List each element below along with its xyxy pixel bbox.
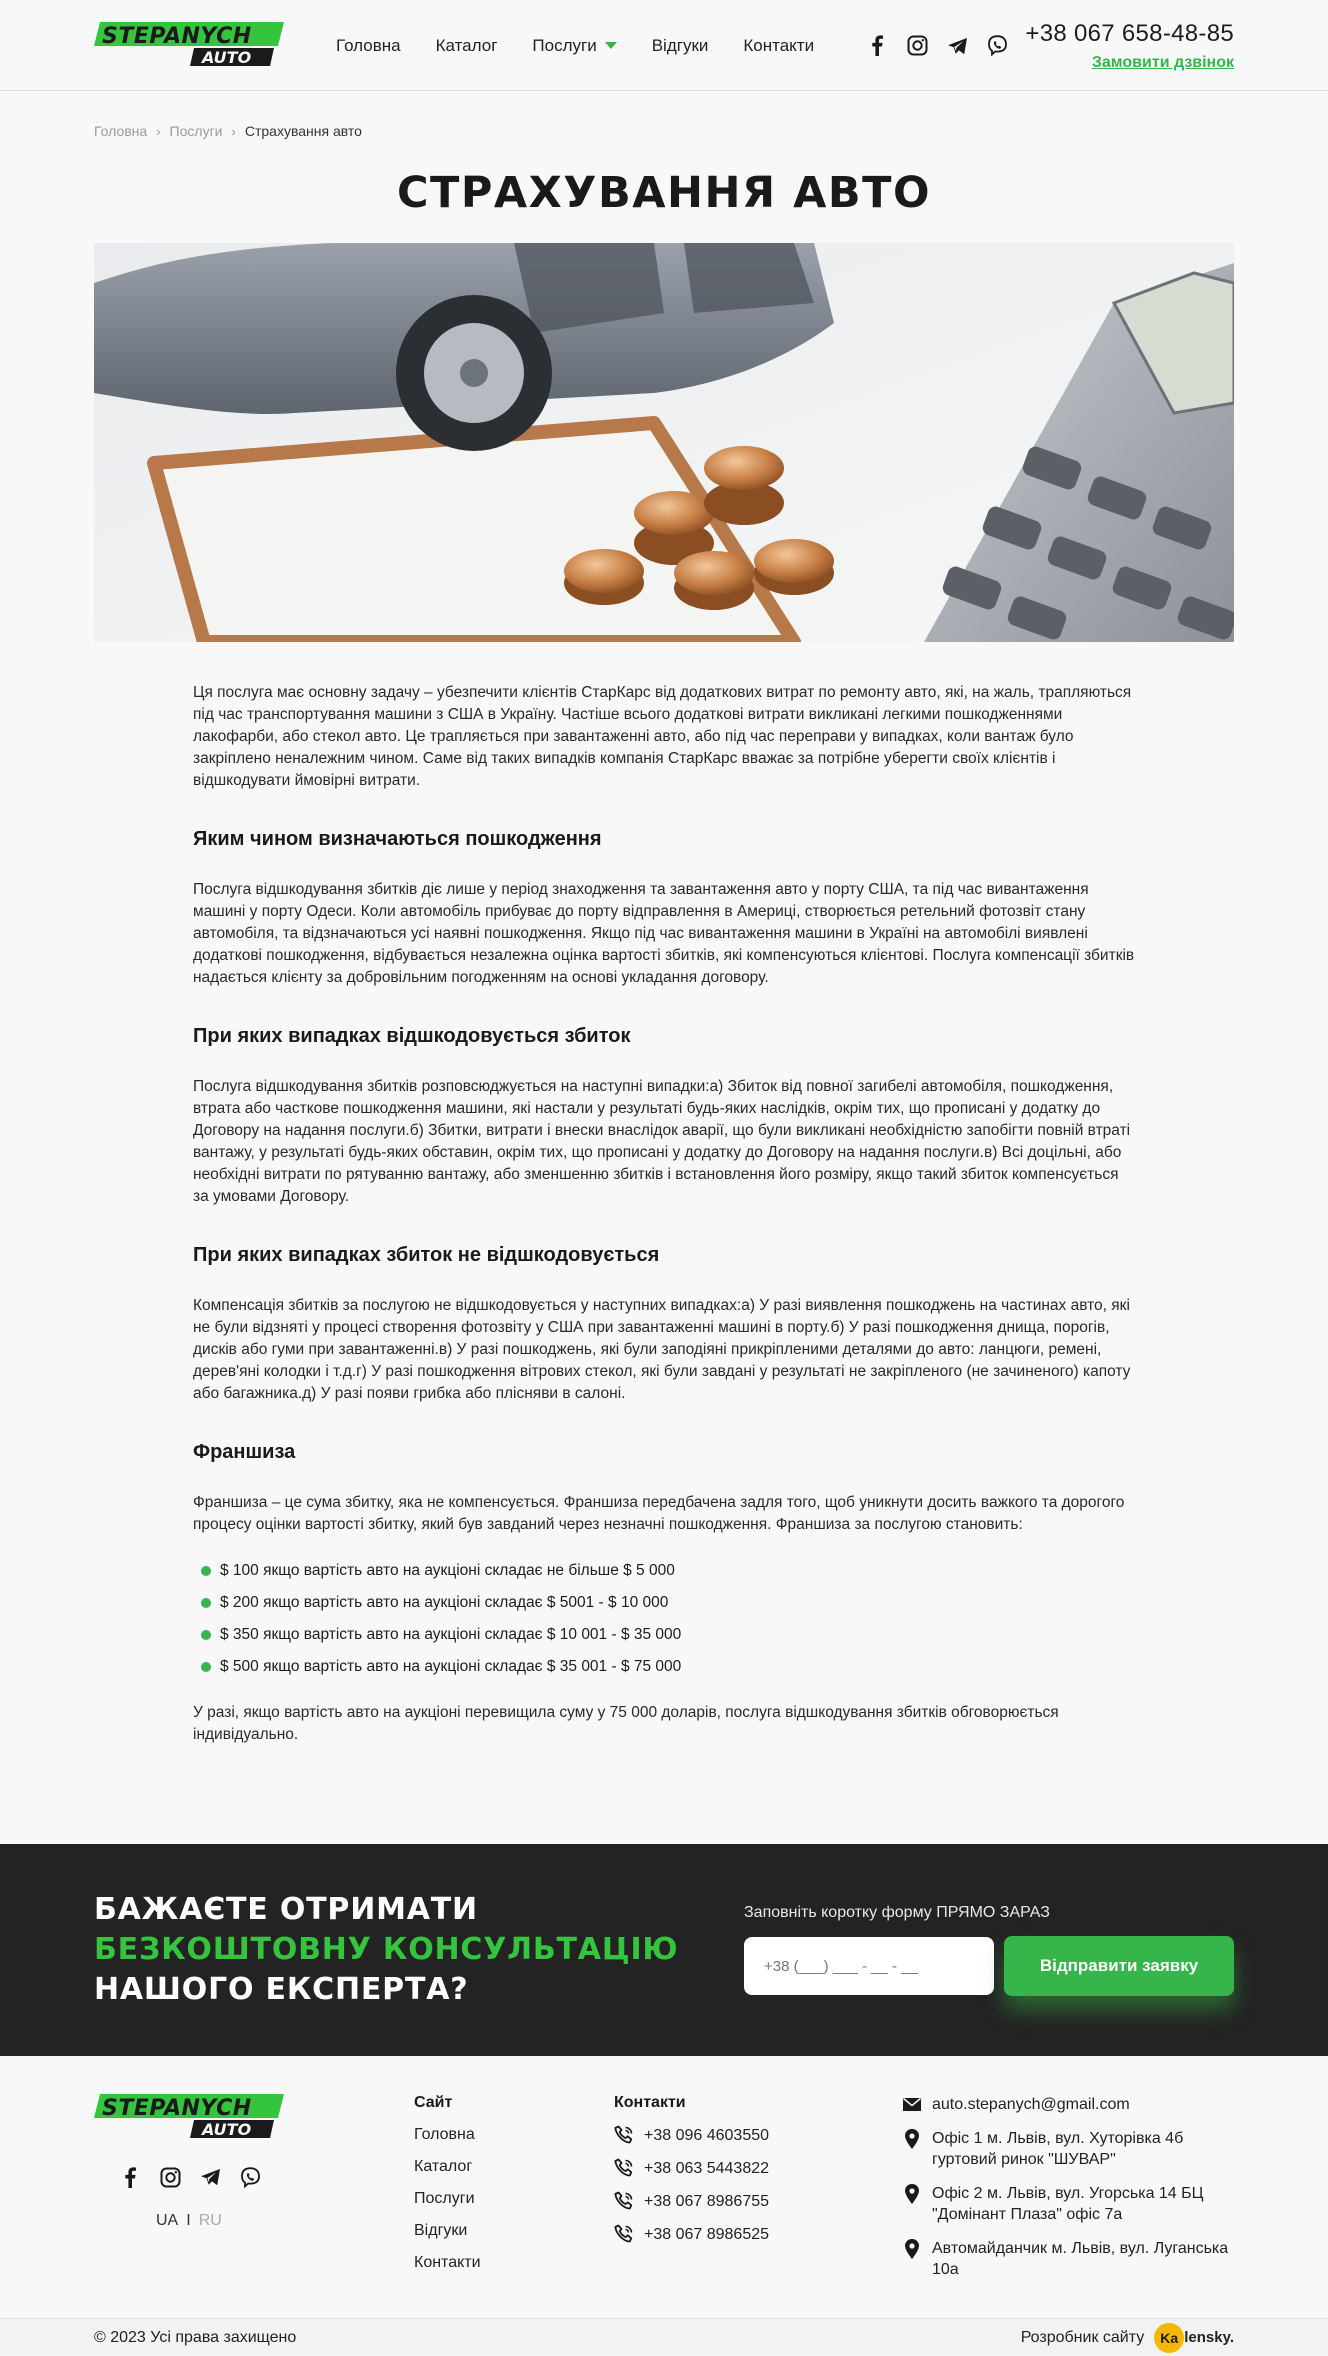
- footer-link-services[interactable]: Послуги: [414, 2190, 475, 2207]
- developer-logo-mark: Ka: [1154, 2323, 1184, 2353]
- developer-link[interactable]: [1021, 2323, 1234, 2353]
- footer-address-text: Офіс 2 м. Львів, вул. Угорська 14 БЦ "Домінант Плаза" офіс 7а: [932, 2185, 1204, 2223]
- telegram-icon[interactable]: [199, 2166, 221, 2188]
- list-item: [193, 1656, 1135, 1678]
- section-heading: Яким чином визначаються пошкодження: [193, 828, 602, 850]
- logo-graphic: [94, 22, 284, 70]
- breadcrumb-current: Страхування авто: [244, 123, 362, 139]
- breadcrumb: [94, 91, 1234, 139]
- footer-phone[interactable]: [614, 2125, 902, 2145]
- footer-site-heading: Сайт: [414, 2094, 453, 2111]
- nav-item-catalog[interactable]: Каталог: [435, 35, 498, 55]
- instagram-icon[interactable]: [906, 35, 928, 57]
- footer-site-links: [414, 2094, 614, 2293]
- phone-icon: [614, 2191, 634, 2211]
- footer-link-contacts[interactable]: Контакти: [414, 2254, 481, 2271]
- footer-link-catalog[interactable]: Каталог: [414, 2158, 473, 2175]
- logo-text: STEPANYCH: [102, 23, 252, 49]
- cta-title: [94, 1890, 714, 2010]
- list-item-text: $ 100 якщо вартість авто на аукціоні складає не більше $ 5 000: [220, 1562, 675, 1579]
- footer-address: [902, 2238, 1234, 2280]
- hero-image: [94, 243, 1234, 642]
- footer-contacts-heading: Контакти: [614, 2094, 686, 2111]
- list-item-text: $ 350 якщо вартість авто на аукціоні складає $ 10 001 - $ 35 000: [220, 1626, 682, 1643]
- callback-link[interactable]: Замовити дзвінок: [1091, 53, 1234, 71]
- facebook-icon[interactable]: [119, 2166, 141, 2188]
- footer-link-reviews[interactable]: Відгуки: [414, 2222, 468, 2239]
- site-footer: [0, 2056, 1328, 2318]
- logo-graphic: [94, 2094, 284, 2142]
- developer-name: lensky.: [1184, 2329, 1234, 2346]
- breadcrumb-home[interactable]: Головна: [94, 123, 148, 139]
- footer-addresses: [902, 2094, 1234, 2293]
- footer-email-text: auto.stepanych@gmail.com: [932, 2096, 1130, 2113]
- footer-address-text: Офіс 1 м. Львів, вул. Хуторівка 4б гуртовий ринок "ШУВАР": [932, 2130, 1184, 2168]
- viber-icon[interactable]: [986, 35, 1008, 57]
- section-text: Франшиза – це сума збитку, яка не компенсується. Франшиза передбачена задля того, щоб уникнути досить важкого та дорогого процесу оцінки вартості збитку, який був завданий через незначні пошкодження. Франшиза за послугою становить:: [193, 1494, 1125, 1533]
- developer-label: Розробник сайту: [1020, 2328, 1145, 2346]
- hero-illustration: [94, 243, 1234, 642]
- franchise-list: [193, 1560, 1135, 1678]
- logo-text: STEPANYCH: [102, 2096, 252, 2121]
- list-item-text: $ 500 якщо вартість авто на аукціоні складає $ 35 001 - $ 75 000: [220, 1658, 682, 1675]
- list-item: [193, 1560, 1135, 1582]
- footer-phone-text: +38 096 4603550: [644, 2126, 770, 2144]
- section-text: Компенсація збитків за послугою не відшкодовується у наступних випадках:а) У разі виявлення пошкоджень на частинах авто, які не були відзняті у процесі створення фотозвіту у США при завантаженні машині в порту.б) У разі пошкодження днища, порогів, дисків або гуми при завантаженні.в) У разі пошкоджень, які були заподіяні прикріпленими деталями до авто: ланцюги, ремені, дерев'яні колодки і т.д.г) У разі пошкодження вітрових стекол, які були завдані у результаті не закріпленого (не зачиненого) капоту або багажника.д) У разі появи грибка або плісняви в салоні.: [193, 1297, 1131, 1402]
- viber-icon[interactable]: [239, 2166, 261, 2188]
- bullet-icon: [201, 1662, 211, 1672]
- lang-ru[interactable]: RU: [198, 2212, 222, 2229]
- cta-form-label: Заповніть коротку форму ПРЯМО ЗАРАЗ: [744, 1904, 1050, 1921]
- telegram-icon[interactable]: [946, 35, 968, 57]
- list-item: [193, 1624, 1135, 1646]
- breadcrumb-services[interactable]: Послуги: [169, 123, 223, 139]
- main-content: [0, 91, 1328, 1746]
- logo-sub: AUTO: [202, 2120, 252, 2139]
- footer-bottom-bar: [0, 2318, 1328, 2355]
- cta-line-3: НАШОГО ЕКСПЕРТА?: [94, 1972, 469, 2007]
- article-outro: У разі, якщо вартість авто на аукціоні перевищила суму у 75 000 доларів, послуга відшкодування збитків обговорюється індивідуально.: [193, 1704, 1059, 1743]
- footer-address-text: Автомайданчик м. Львів, вул. Луганська 10а: [932, 2240, 1229, 2278]
- article-intro: Ця послуга має основну задачу – убезпечити клієнтів СтарКарс від додаткових витрат по ремонту авто, які, на жаль, трапляються під час транспортування машини з США в Україну. Частіше всього додаткові витрати викликані легкими пошкодженнями лакофарби, або стекол авто. Це трапляється при завантаженні авто, або під час переправи у випадках, коли вантаж було закріплено неналежним чином. Саме від таких випадків компанія СтарКарс вважає за потрібне уберегти своїх клієнтів і відшкодувати ймовірні витрати.: [193, 684, 1132, 789]
- site-header: [0, 0, 1328, 91]
- cta-line-1: БАЖАЄТЕ ОТРИМАТИ: [94, 1892, 478, 1927]
- section-text: Послуга відшкодування збитків розповсюджується на наступні випадки:а) Збиток від повної загибелі автомобіля, пошкодження, втрата або часткове пошкодження машини, які настали у результаті будь-яких наслідків, окрім тих, що прописані у додатку до Договору на надання послуги.б) Збитки, витрати і внески внаслідок аварії, що були викликані необхідністю запобігти повній втраті вантажу, у результаті будь-яких обставин, окрім тих, що прописані у додатку до Договору на надання послуги.в) Всі доцільні, або необхідні витрати по рятуванню вантажу, або зменшенню збитків і встановлення його розміру, якщо такий збиток компенсується за умовами Договору.: [193, 1078, 1131, 1205]
- header-socials: [866, 35, 1008, 57]
- footer-phone-text: +38 067 8986525: [644, 2225, 770, 2243]
- footer-logo[interactable]: [94, 2094, 284, 2142]
- lang-ua[interactable]: UA: [156, 2212, 179, 2229]
- footer-contacts: [614, 2094, 902, 2293]
- phone-icon: [614, 2125, 634, 2145]
- main-nav: [336, 36, 849, 56]
- list-item: [193, 1592, 1135, 1614]
- bullet-icon: [201, 1598, 211, 1608]
- bullet-icon: [201, 1630, 211, 1640]
- location-pin-icon: [902, 2183, 922, 2205]
- lang-separator: I: [186, 2212, 191, 2229]
- section-heading: При яких випадках відшкодовується збиток: [193, 1025, 631, 1047]
- phone-input[interactable]: [744, 1937, 994, 1995]
- footer-link-home[interactable]: Головна: [414, 2126, 475, 2143]
- footer-socials: [119, 2166, 414, 2188]
- footer-email[interactable]: [902, 2094, 1234, 2115]
- article: [193, 682, 1135, 1746]
- bullet-icon: [201, 1566, 211, 1576]
- section-heading: Франшиза: [193, 1441, 296, 1463]
- footer-phone-text: +38 063 5443822: [644, 2159, 770, 2177]
- phone-icon: [614, 2224, 634, 2244]
- chevron-right-icon: ›: [156, 123, 161, 139]
- page-title: СТРАХУВАННЯ АВТО: [396, 168, 932, 218]
- facebook-icon[interactable]: [866, 35, 888, 57]
- logo[interactable]: [94, 22, 284, 70]
- header-contact: [1025, 20, 1234, 72]
- footer-address: [902, 2128, 1234, 2170]
- cta-line-2: БЕЗКОШТОВНУ КОНСУЛЬТАЦІЮ: [94, 1932, 679, 1967]
- nav-services-label: Послуги: [532, 35, 597, 55]
- location-pin-icon: [902, 2128, 922, 2150]
- nav-item-reviews[interactable]: Відгуки: [651, 35, 709, 55]
- footer-phone[interactable]: [614, 2224, 902, 2244]
- logo-sub: AUTO: [202, 47, 252, 67]
- section-text: Послуга відшкодування збитків діє лише у період знаходження та завантаження авто у порту США, та під час вивантаження машині у порту Одеси. Коли автомобіль прибуває до порту відправлення в Америці, створюється ретельний фотозвіт стану автомобіля, та відзначаються усі наявні пошкодження. Якщо під час вивантаження машини в Україні на автомобілі виявлені додаткові пошкодження, відбувається незалежна оцінка вартості збитків, які компенсуються клієнтові. Послуга компенсації збитків надається клієнту за добровільним погодженням на основі укладання договору.: [193, 881, 1135, 986]
- cta-form: [744, 1904, 1234, 1996]
- nav-item-services[interactable]: [532, 36, 616, 56]
- list-item-text: $ 200 якщо вартість авто на аукціоні складає $ 5001 - $ 10 000: [220, 1594, 669, 1611]
- phone-icon: [614, 2158, 634, 2178]
- nav-item-contacts[interactable]: Контакти: [743, 35, 815, 55]
- chevron-right-icon: ›: [231, 123, 236, 139]
- chevron-down-icon: [605, 42, 617, 49]
- mail-icon: [902, 2094, 922, 2114]
- consultation-cta: [0, 1844, 1328, 2056]
- language-switcher: [156, 2212, 414, 2230]
- footer-address: [902, 2183, 1234, 2225]
- location-pin-icon: [902, 2238, 922, 2260]
- footer-phone-text: +38 067 8986755: [644, 2192, 770, 2210]
- footer-phone[interactable]: [614, 2191, 902, 2211]
- header-phone[interactable]: +38 067 658-48-85: [1025, 19, 1234, 47]
- footer-phone[interactable]: [614, 2158, 902, 2178]
- developer-brand: [1154, 2323, 1234, 2353]
- section-heading: При яких випадках збиток не відшкодовується: [193, 1244, 660, 1266]
- nav-item-home[interactable]: Головна: [336, 35, 401, 55]
- submit-request-button[interactable]: Відправити заявку: [1004, 1936, 1234, 1996]
- copyright: © 2023 Усі права захищено: [94, 2328, 297, 2346]
- instagram-icon[interactable]: [159, 2166, 181, 2188]
